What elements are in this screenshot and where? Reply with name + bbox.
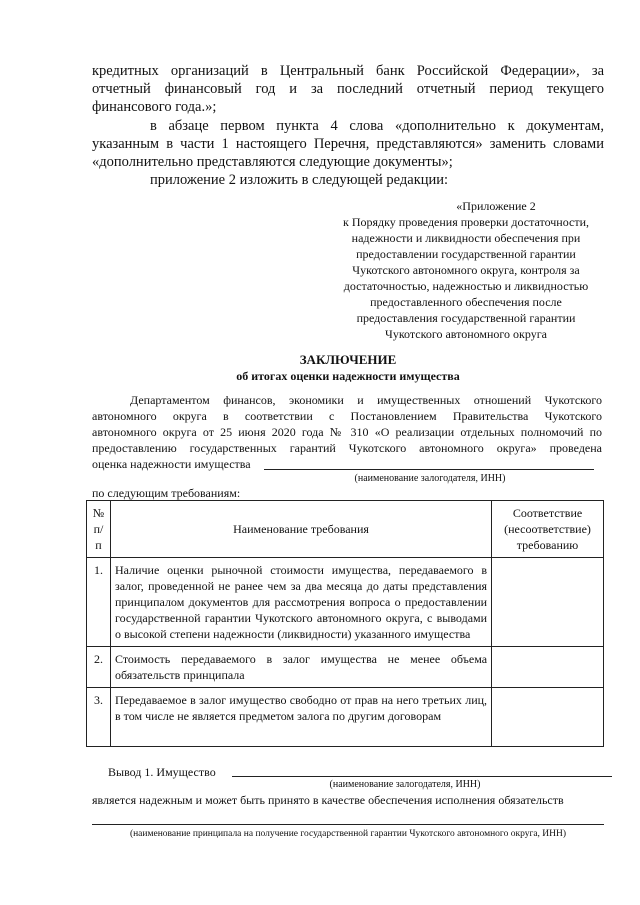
intro-line-5: указанным в части 1 настоящего Перечня, представляются» заменить словами	[92, 136, 604, 152]
output-pledgor-line	[232, 776, 612, 777]
output-principal-line	[92, 824, 604, 825]
conclusion-line-3: автономного округа от 25 июня 2020 года № 310 «О реализации отдельных полномочий по	[92, 425, 602, 439]
conclusion-line-5: оценка надежности имущества	[92, 457, 251, 471]
intro-line-4: в абзаце первом пункта 4 слова «дополнительно к документам,	[150, 118, 604, 134]
intro-line-3: финансового года.»;	[92, 99, 217, 115]
header-num: № п/п	[87, 501, 111, 558]
header-name: Наименование требования	[110, 501, 491, 558]
row-text: Передаваемое в залог имущество свободно от прав на него третьих лиц, в том числе не является предметом залога по другим договорам	[110, 688, 491, 747]
row-text: Стоимость передаваемого в залог имущества не менее объема обязательств принципала	[110, 647, 491, 688]
appendix-line: к Порядку проведения проверки достаточности,	[342, 215, 590, 229]
appendix-line: достаточностью, надежностью и ликвидностью	[343, 279, 589, 293]
row-compliance	[492, 558, 604, 647]
table-row	[87, 688, 604, 747]
row-text: Наличие оценки рыночной стоимости имущества, передаваемого в залог, проведенной не ранее чем за два месяца до даты представления принципалом документов для рассмотрения вопроса о предоставлении государственной гарантии Чукотского автономного округа, с выводами о высокой степени надежности (ликвидности) указанного имущества	[110, 558, 491, 647]
output-principal-caption: (наименование принципала на получение государственной гарантии Чукотского автономного округа, ИНН)	[129, 829, 567, 839]
intro-line-1: кредитных организаций в Центральный банк Российской Федерации», за	[92, 63, 604, 79]
appendix-line: Чукотского автономного округа, контроля за	[352, 263, 580, 277]
conclusion-line-1: Департаментом финансов, экономики и имущественных отношений Чукотского	[130, 393, 602, 407]
intro-line-7: приложение 2 изложить в следующей редакции:	[150, 172, 449, 188]
appendix-title: «Приложение 2	[456, 199, 536, 213]
header-compliance: Соответствие (несоответствие) требованию	[492, 501, 604, 558]
output-pledgor-caption: (наименование залогодателя, ИНН)	[329, 779, 481, 790]
output-label: Вывод 1. Имущество	[108, 765, 216, 779]
intro-line-2: отчетный финансовый год и за последний отчетный период текущего	[92, 81, 604, 97]
conclusion-line-4: предоставлению государственных гарантий Чукотского автономного округа» проведена	[92, 441, 602, 455]
row-compliance	[492, 688, 604, 747]
output-statement: является надежным и может быть принято в качестве обеспечения исполнения обязательств	[92, 793, 564, 807]
appendix-block	[326, 198, 606, 342]
intro-line-6: «дополнительно представляются следующие документы»;	[92, 154, 453, 170]
row-num: 1.	[87, 558, 111, 647]
row-num: 2.	[87, 647, 111, 688]
requirements-table	[86, 500, 604, 747]
table-row	[87, 647, 604, 688]
appendix-line: предоставленного обеспечения после	[370, 295, 562, 309]
requirements-intro: по следующим требованиям:	[92, 486, 241, 500]
row-num: 3.	[87, 688, 111, 747]
appendix-line: Чукотского автономного округа	[385, 327, 547, 341]
appendix-line: предоставлении государственной гарантии	[356, 247, 576, 261]
appendix-line: предоставления государственной гарантии	[356, 311, 576, 325]
row-compliance	[492, 647, 604, 688]
pledgor-caption: (наименование залогодателя, ИНН)	[354, 473, 506, 484]
conclusion-subtitle: об итогах оценки надежности имущества	[236, 369, 460, 383]
pledgor-blank-line	[264, 469, 594, 470]
appendix-line: надежности и ликвидности обеспечения при	[351, 231, 581, 245]
conclusion-title: ЗАКЛЮЧЕНИЕ	[299, 352, 397, 367]
conclusion-line-2: автономного округа в соответствии с Постановлением Правительства Чукотского	[92, 409, 602, 423]
table-header-row	[87, 501, 604, 558]
table-row	[87, 558, 604, 647]
